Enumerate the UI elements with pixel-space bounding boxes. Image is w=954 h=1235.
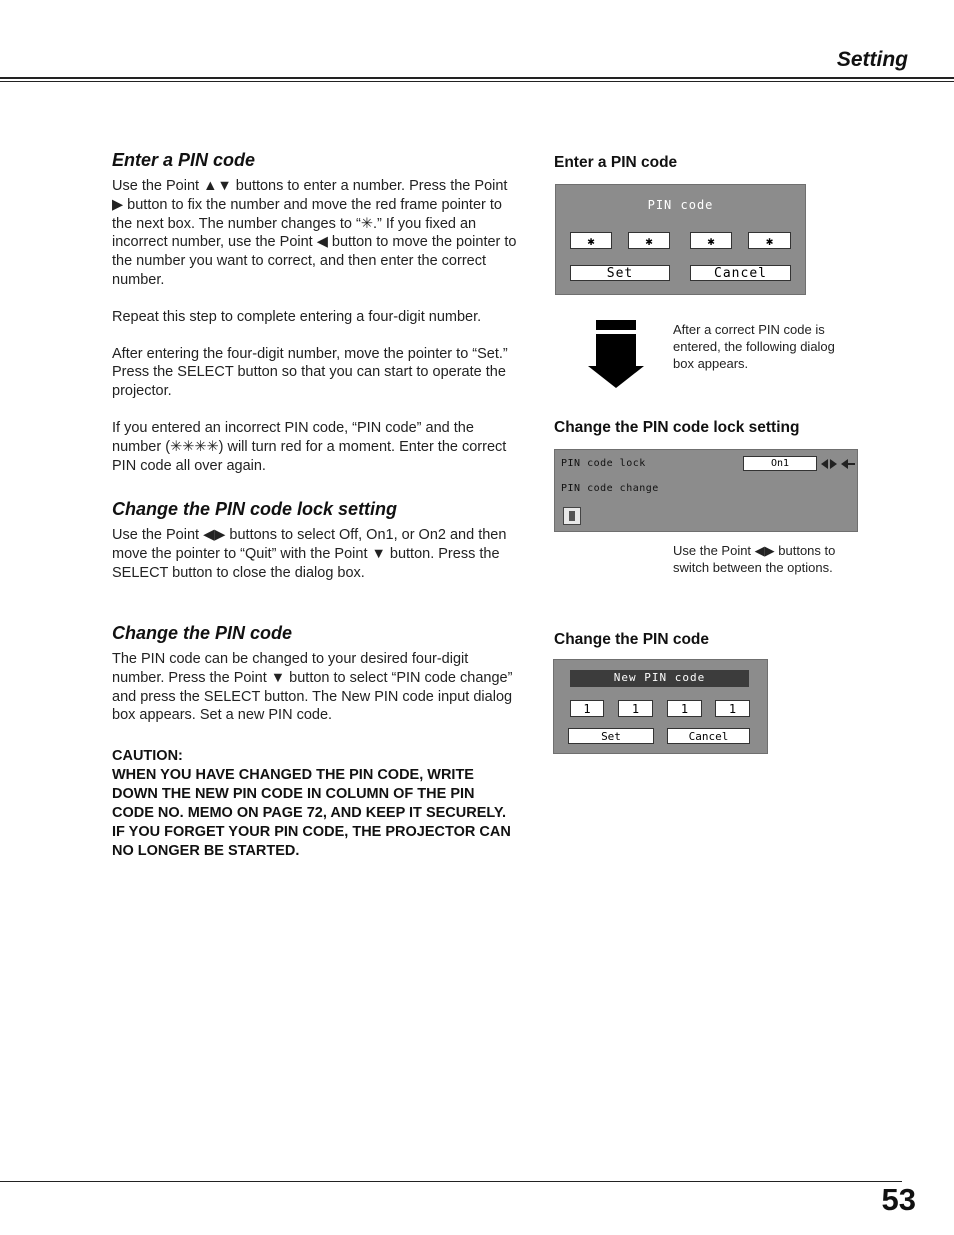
- pin-set-button[interactable]: Set: [570, 265, 670, 281]
- enter-pin-section: [112, 150, 517, 475]
- lock-setting-para: Use the Point ◀▶ buttons to select Off, On1, or On2 and then move the pointer to “Quit” with the Point ▼ button. Press the SELECT button to close the dialog box.: [112, 527, 507, 581]
- change-pin-para: The PIN code can be changed to your desired four-digit number. Press the Point ▼ button to select “PIN code change” and press the SELECT button. The New PIN code input dialog box appears. Set a new PIN code.: [112, 651, 513, 724]
- fig-lock-heading: Change the PIN code lock setting: [554, 419, 800, 436]
- pin-digit-box-4[interactable]: ✱: [748, 232, 791, 249]
- new-pin-digit-box-2[interactable]: 1: [618, 700, 653, 717]
- footer-rule: [0, 1181, 902, 1182]
- menu-item-pin-code-lock[interactable]: PIN code lock: [561, 458, 646, 469]
- pin-digit-box-1[interactable]: ✱: [570, 232, 612, 249]
- enter-pin-para-3: After entering the four-digit number, move the pointer to “Set.” Press the SELECT button so that you can start to operate the projector.: [112, 345, 508, 400]
- pin-cancel-button[interactable]: Cancel: [690, 265, 791, 281]
- caution-text: WHEN YOU HAVE CHANGED THE PIN CODE, WRITE DOWN THE NEW PIN CODE IN COLUMN OF THE PIN CODE NO. MEMO ON PAGE 72, AND KEEP IT SECURELY. IF YOU FORGET YOUR PIN CODE, THE PROJECTOR CAN NO LONGER BE STARTED.: [112, 767, 511, 860]
- enter-pin-para-4: If you entered an incorrect PIN code, “PIN code” and the number (✳✳✳✳) will turn red for a moment. Enter the correct PIN code all over again.: [112, 419, 507, 474]
- fig1-note: After a correct PIN code is entered, the following dialog box appears.: [673, 322, 835, 371]
- pin-lock-menu: [554, 449, 858, 532]
- enter-pin-heading: Enter a PIN code: [112, 150, 256, 170]
- enter-pin-para-1: Use the Point ▲▼ buttons to enter a number. Press the Point ▶ button to fix the number and move the red frame pointer to the next box. The number changes to “✳.” If you fixed an incorrect number, use the Point ◀ button to move the pointer to the number you want to correct, and then enter the correct number.: [112, 178, 517, 288]
- change-pin-heading: Change the PIN code: [112, 623, 293, 643]
- header-rule: [0, 77, 954, 79]
- section-title: Setting: [836, 48, 908, 71]
- new-pin-dialog: [553, 659, 768, 754]
- fig-change-heading: Change the PIN code: [554, 631, 710, 648]
- page-number: 53: [881, 1182, 916, 1217]
- pin-dialog-title: PIN code: [647, 198, 714, 212]
- pin-digit-box-2[interactable]: ✱: [628, 232, 670, 249]
- lock-setting-section: [112, 499, 517, 582]
- new-pin-digit-box-1[interactable]: 1: [570, 700, 604, 717]
- exit-icon[interactable]: [563, 507, 581, 525]
- new-pin-set-button[interactable]: Set: [568, 728, 654, 744]
- lock-setting-heading: Change the PIN code lock setting: [112, 499, 398, 519]
- enter-pin-para-2: Repeat this step to complete entering a four-digit number.: [112, 308, 482, 325]
- header-rule-thin: [0, 81, 954, 82]
- new-pin-digit-box-3[interactable]: 1: [667, 700, 702, 717]
- menu-item-pin-code-change[interactable]: PIN code change: [561, 483, 659, 494]
- fig-enter-pin-heading: Enter a PIN code: [554, 154, 678, 171]
- left-right-arrows-icon[interactable]: [821, 458, 855, 470]
- new-pin-digit-box-4[interactable]: 1: [715, 700, 750, 717]
- new-pin-title-bar: [570, 670, 749, 687]
- fig2-note: Use the Point ◀▶ buttons to switch between the options.: [673, 543, 836, 575]
- lock-value-field[interactable]: On1: [743, 456, 817, 471]
- new-pin-cancel-button[interactable]: Cancel: [667, 728, 750, 744]
- change-pin-section: [112, 623, 517, 861]
- pin-digit-box-3[interactable]: ✱: [690, 232, 732, 249]
- caution-label: CAUTION:: [112, 748, 183, 765]
- arrow-down-icon: [586, 318, 646, 390]
- new-pin-dialog-title: New PIN code: [613, 671, 706, 684]
- pin-code-dialog: [555, 184, 806, 295]
